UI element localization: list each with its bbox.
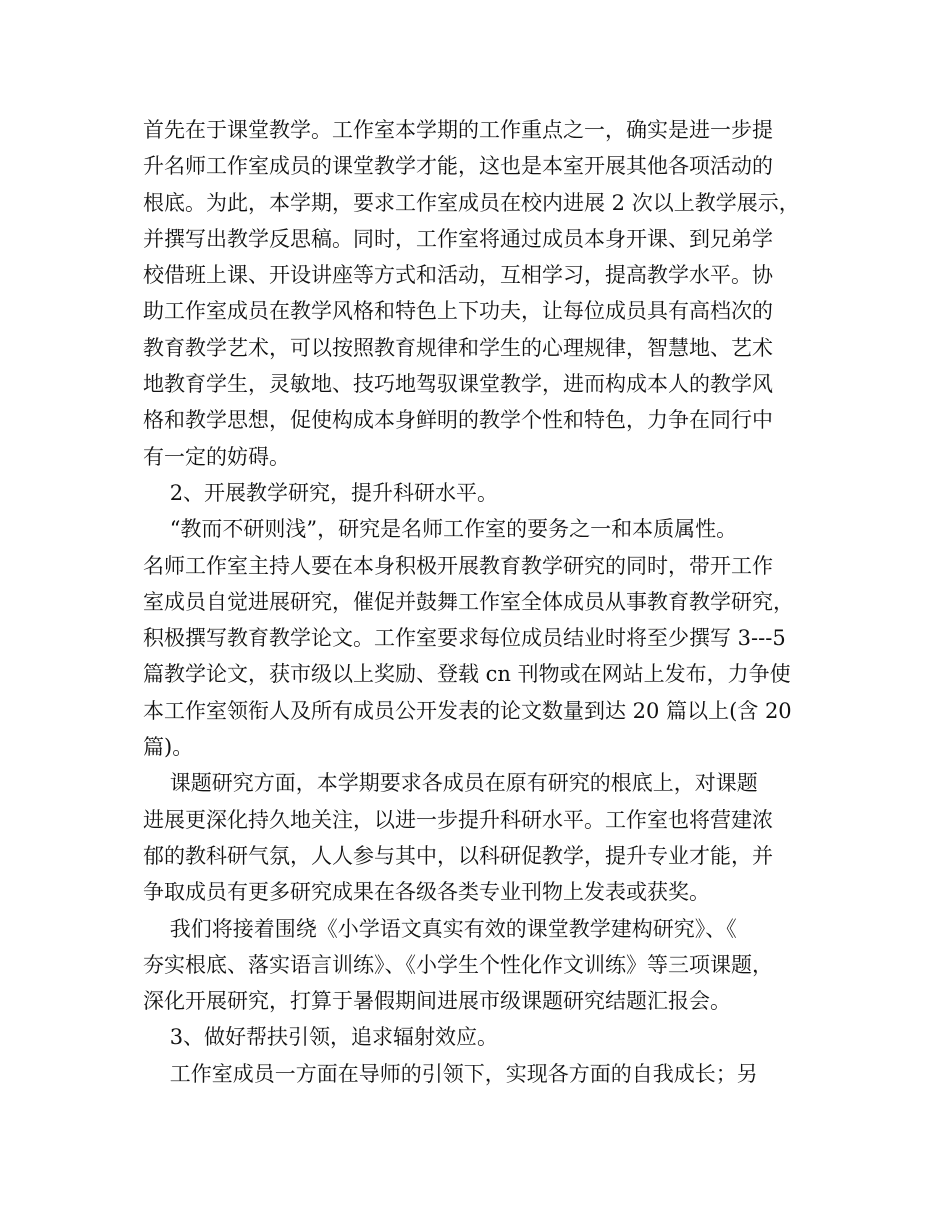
text-line: 夯实根底、落实语言训练》、《小学生个性化作文训练》等三项课题， xyxy=(143,952,773,977)
text-line: 篇)。 xyxy=(143,735,194,760)
text-line: 篇教学论文，获市级以上奖励、登载 cn 刊物或在网站上发布，力争使 xyxy=(143,662,791,687)
text-line: 并撰写出教学反思稿。同时，工作室将通过成员本身开课、到兄弟学 xyxy=(143,226,773,251)
text-line: 我们将接着围绕《小学语文真实有效的课堂教学建构研究》、《 xyxy=(143,916,737,941)
text-line: 校借班上课、开设讲座等方式和活动，互相学习，提高教学水平。协 xyxy=(143,263,773,288)
section-heading: 2、开展教学研究，提升科研水平。 xyxy=(143,480,499,505)
text-line: 积极撰写教育教学论文。工作室要求每位成员结业时将至少撰写 3---5 xyxy=(143,626,786,651)
text-line: 助工作室成员在教学风格和特色上下功夫，让每位成员具有高档次的 xyxy=(143,299,773,324)
text-line: 教育教学艺术，可以按照教育规律和学生的心理规律，智慧地、艺术 xyxy=(143,335,773,360)
text-line: 进展更深化持久地关注，以进一步提升科研水平。工作室也将营建浓 xyxy=(143,807,773,832)
text-line: 有一定的妨碍。 xyxy=(143,444,290,469)
text-line: 格和教学思想，促使构成本身鲜明的教学个性和特色，力争在同行中 xyxy=(143,408,773,433)
text-line: 郁的教科研气氛，人人参与其中，以科研促教学，提升专业才能，并 xyxy=(143,843,773,868)
text-line: 首先在于课堂教学。工作室本学期的工作重点之一，确实是进一步提 xyxy=(143,118,773,142)
text-line: 课题研究方面，本学期要求各成员在原有研究的根底上，对课题 xyxy=(143,771,758,796)
document-body xyxy=(143,112,815,1092)
text-line: 室成员自觉进展研究，催促并鼓舞工作室全体成员从事教育教学研究， xyxy=(143,589,794,614)
text-line: 争取成员有更多研究成果在各级各类专业刊物上发表或获奖。 xyxy=(143,880,710,905)
text-line: 名师工作室主持人要在本身积极开展教育教学研究的同时，带开工作 xyxy=(143,553,773,578)
text-line: 根底。为此，本学期，要求工作室成员在校内进展 2 次以上教学展示， xyxy=(143,190,800,215)
text-line: 本工作室领衔人及所有成员公开发表的论文数量到达 20 篇以上(含 20 xyxy=(143,698,792,723)
text-line: 地教育学生，灵敏地、技巧地驾驭课堂教学，进而构成本人的教学风 xyxy=(143,372,773,397)
text-line: 工作室成员一方面在导师的引领下，实现各方面的自我成长；另 xyxy=(143,1061,758,1086)
text-line: “教而不研则浅”，研究是名师工作室的要务之一和本质属性。 xyxy=(143,517,738,542)
section-heading: 3、做好帮扶引领，追求辐射效应。 xyxy=(143,1025,499,1050)
text-line: 深化开展研究，打算于暑假期间进展市级课题研究结题汇报会。 xyxy=(143,989,731,1014)
text-line: 升名师工作室成员的课堂教学才能，这也是本室开展其他各项活动的 xyxy=(143,154,773,179)
